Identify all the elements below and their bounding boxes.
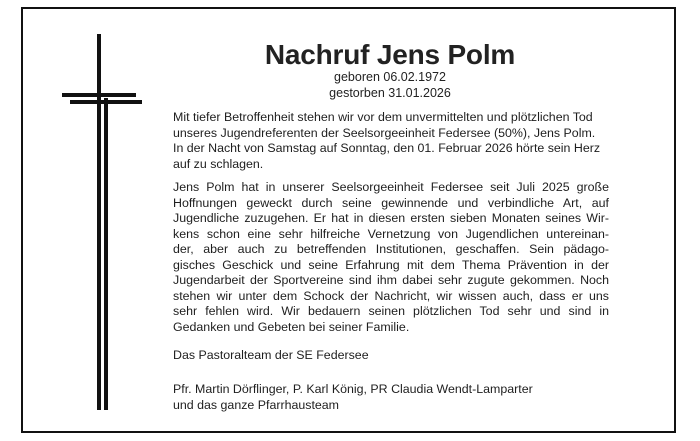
obituary-title: Nachruf Jens Polm (264, 39, 516, 70)
cross-horizontal-bar-lower (70, 100, 142, 104)
text-line: Hoffnungen geweckt durch seine gewinnende und verbindliche Art, auf (173, 195, 609, 210)
cross-horizontal-bar (62, 93, 136, 97)
paragraph-announcement (173, 110, 609, 172)
text-line: sehr fehlen wird. Wir bedauern seinen plötzlichen Tod sehr und sind in (173, 304, 609, 318)
text-line: gisches Geschick und seine Erfahrung mit dem Thema Prävention in der (173, 257, 609, 272)
text-line: Jugendarbeit der Sportvereine sind ihm dabei sehr zugute gekommen. Noch (173, 273, 609, 287)
text-line: In der Nacht von Samstag auf Sonntag, den 01. Februar 2026 hörte sein Herz (173, 141, 601, 155)
death-date: gestorben 31.01.2026 (329, 85, 451, 100)
text-line: Jens Polm hat in unserer Seelsorgeeinheit Federsee seit Juli 2025 große (173, 180, 609, 194)
signatories (173, 382, 609, 413)
text-line: Jugendliche zuzugehen. Er hat in diesen ersten sieben Monaten seines Wir- (173, 211, 609, 225)
sender-line (173, 348, 609, 364)
birth-date: geboren 06.02.1972 (334, 70, 446, 84)
text-line: Mit tiefer Betroffenheit stehen wir vor dem unvermittelten und plötzlichen Tod (173, 110, 593, 124)
paragraph-tribute (173, 180, 609, 335)
text-line: der, aber auch zu betreffenden Institutionen, geschaffen. Sein pädago- (173, 242, 609, 256)
life-dates (190, 70, 590, 101)
cross-vertical-bar-inner (104, 98, 108, 410)
text-line: kens schon eine sehr hilfreiche Vernetzung von Jugendlichen untereinan- (173, 226, 609, 241)
cross-vertical-bar (97, 34, 101, 410)
text-line: unseres Jugendreferenten der Seelsorgeeinheit Federsee (50%), Jens Polm. (173, 125, 596, 140)
text-line: stehen wir unter dem Schock der Nachricht, wir wissen auch, dass er uns (173, 288, 609, 303)
text-line: Gedanken und Gebeten bei seiner Familie. (173, 319, 410, 334)
signatory-line: Pfr. Martin Dörflinger, P. Karl König, PR Claudia Wendt-Lamparter (173, 382, 533, 396)
sender: Das Pastoralteam der SE Federsee (173, 348, 369, 362)
signatory-line: und das ganze Pfarrhausteam (173, 397, 340, 412)
text-line: auf zu schlagen. (173, 156, 264, 171)
